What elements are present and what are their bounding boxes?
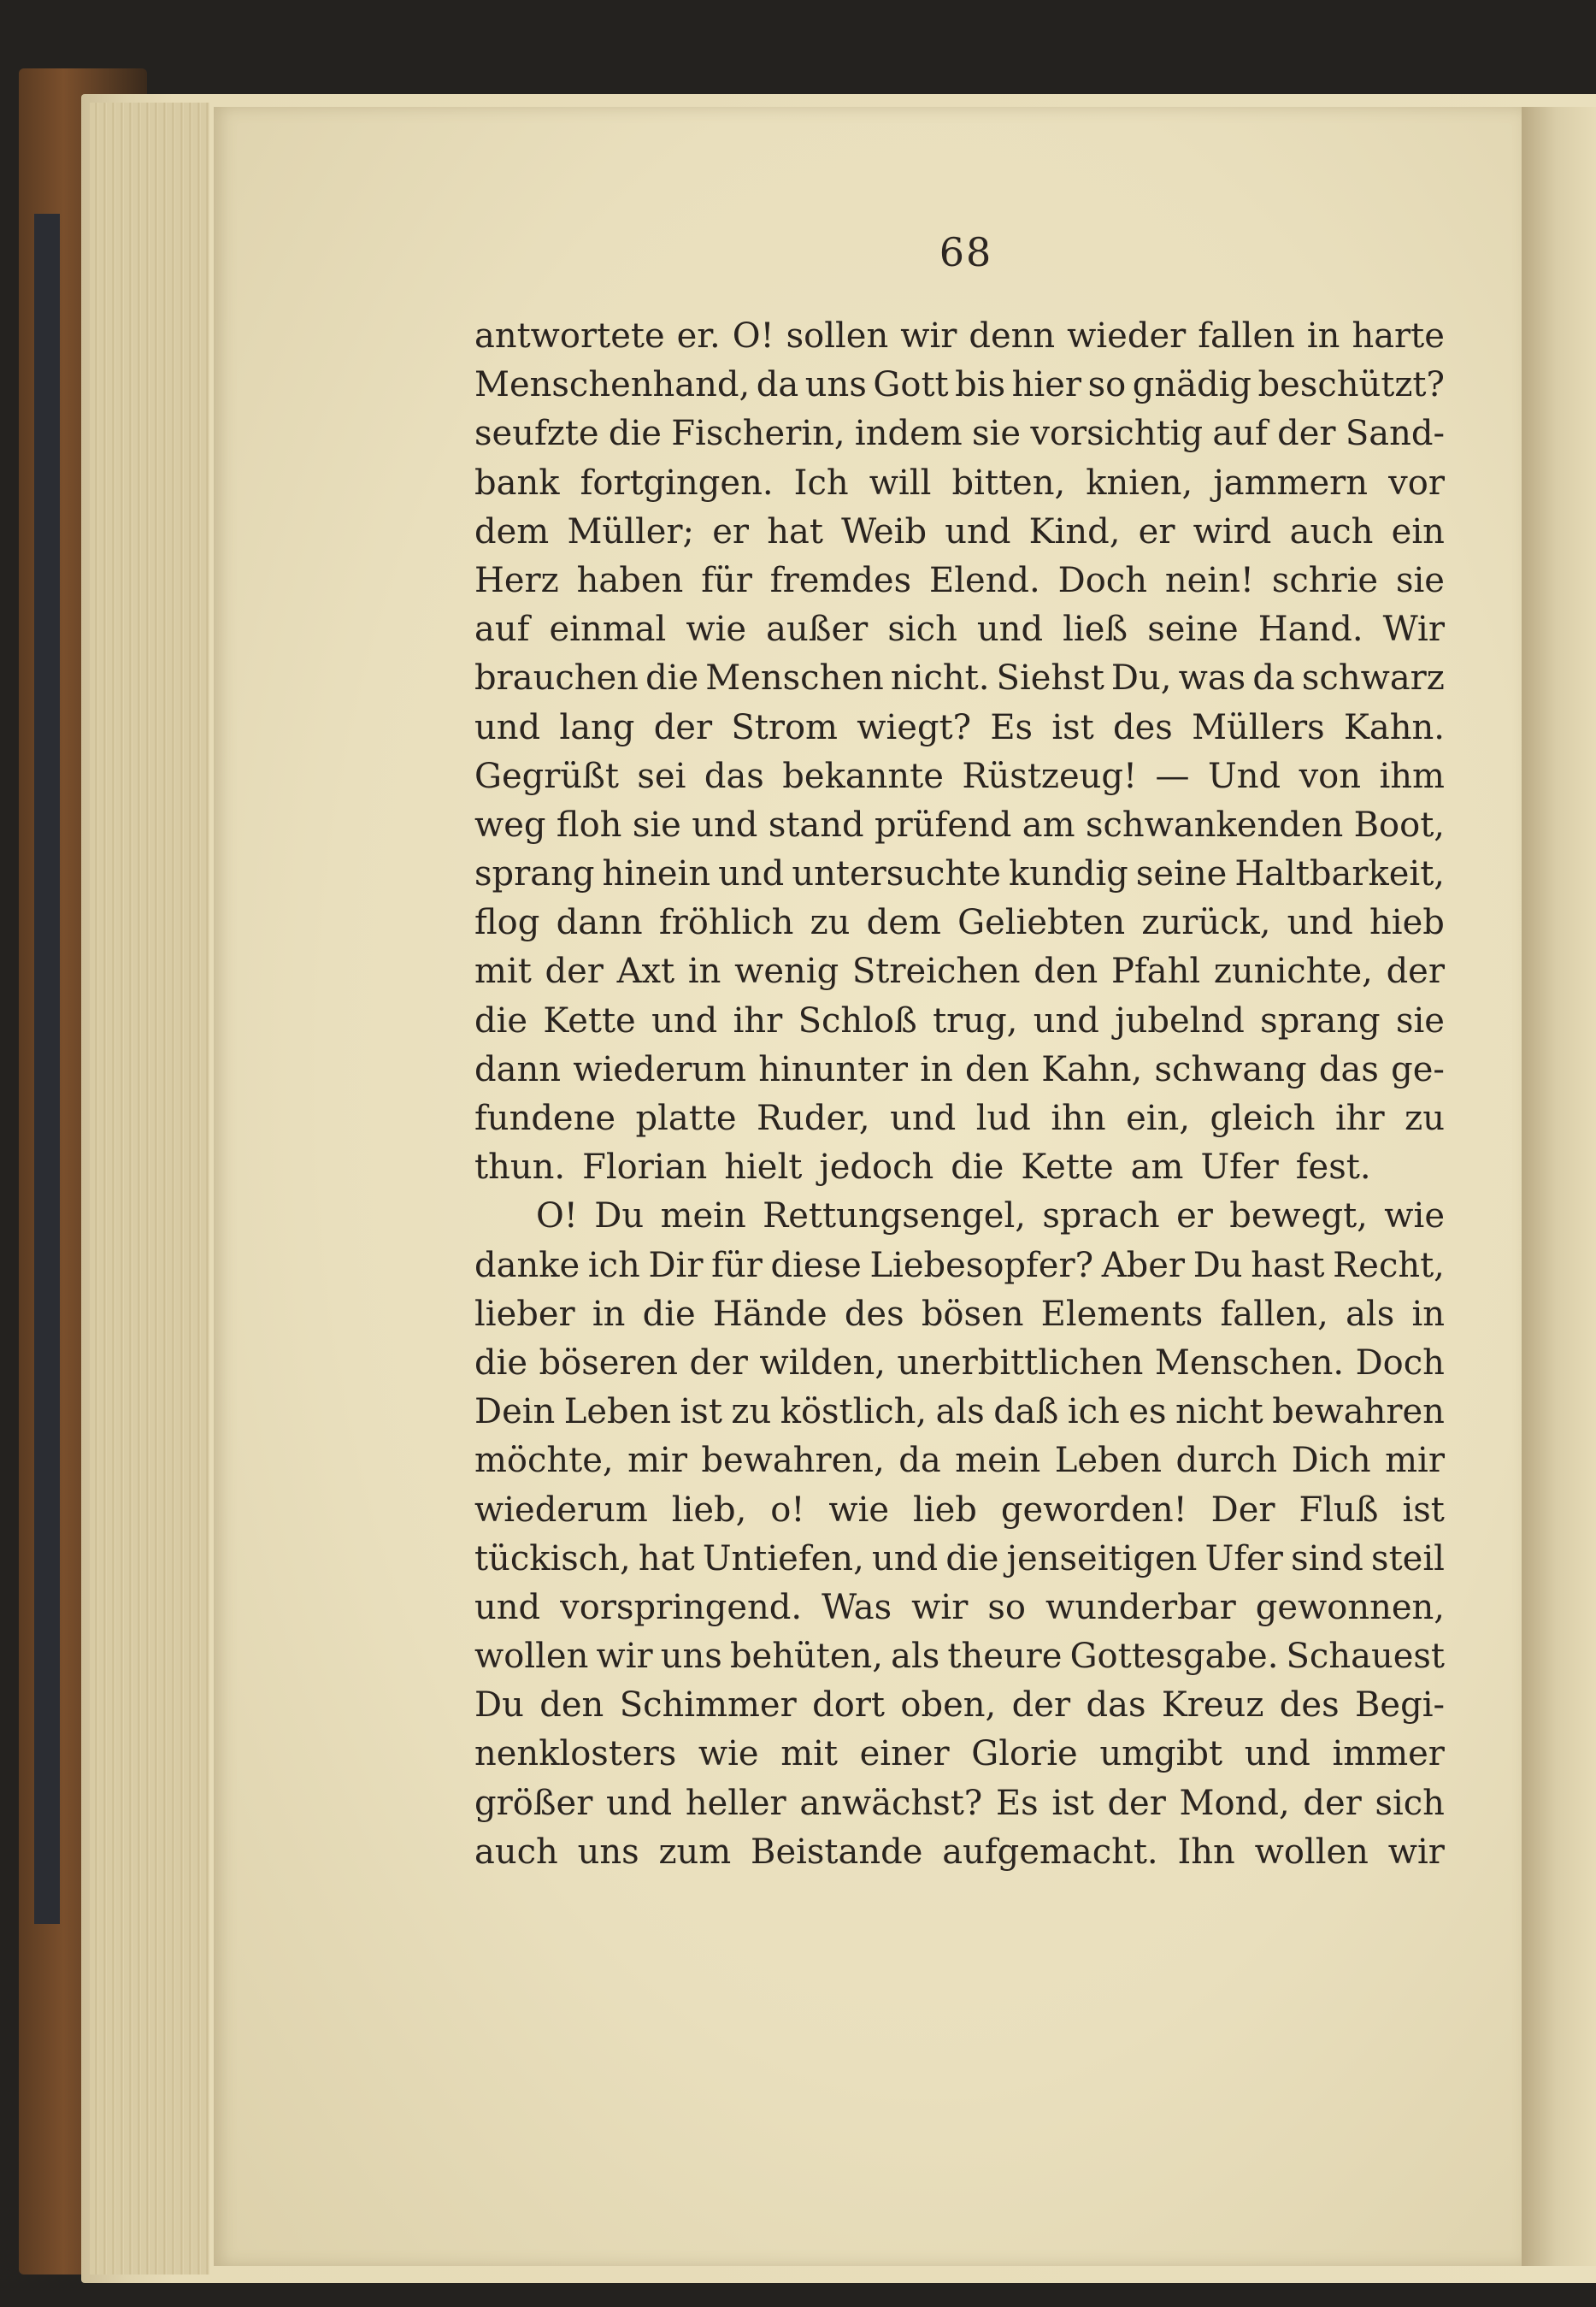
text-line: und vorspringend. Was wir so wunderbar gewonnen, — [474, 1587, 1445, 1627]
text-line: nenklosters wie mit einer Glorie umgibt und immer — [474, 1734, 1445, 1774]
text-line: fundene platte Ruder, und lud ihn ein, gleich ihr zu — [474, 1099, 1445, 1138]
text-line: möchte, mir bewahren, da mein Leben durch Dich mir — [474, 1441, 1445, 1481]
text-line: auf einmal wie außer sich und ließ seine Hand. Wir — [474, 610, 1445, 650]
text-line: wiederum lieb, o! wie lieb geworden! Der Fluß ist — [474, 1490, 1445, 1530]
text-line: seufzte die Fischerin, indem sie vorsichtig auf der Sand- — [474, 414, 1445, 454]
text-line: thun. Florian hielt jedoch die Kette am Ufer fest. — [474, 1148, 1371, 1188]
text-line: mit der Axt in wenig Streichen den Pfahl zunichte, der — [474, 952, 1445, 992]
paragraph-1 — [474, 312, 1445, 1192]
text-line: dem Müller; er hat Weib und Kind, er wird auch ein — [474, 511, 1445, 552]
text-line: antwortete er. O! sollen wir denn wieder fallen in harte — [474, 316, 1445, 356]
page-number: 68 — [939, 229, 993, 275]
text-line: tückisch, hat Untiefen, und die jenseitigen Ufer sind steil — [474, 1538, 1445, 1578]
page-body-text — [474, 312, 1445, 1877]
book-gutter — [1522, 107, 1596, 2266]
text-line: Gegrüßt sei das bekannte Rüstzeug! — Und von ihm — [474, 756, 1445, 796]
text-line: Dein Leben ist zu köstlich, als daß ich es nicht bewahren — [474, 1392, 1445, 1432]
text-line: brauchen die Menschen nicht. Siehst Du, was da schwarz — [474, 658, 1445, 699]
text-line: flog dann fröhlich zu dem Geliebten zurück, und hieb — [474, 903, 1445, 943]
text-line: Herz haben für fremdes Elend. Doch nein! schrie sie — [474, 560, 1445, 600]
text-line: dann wiederum hinunter in den Kahn, schwang das ge- — [474, 1049, 1445, 1089]
text-line: die Kette und ihr Schloß trug, und jubelnd sprang sie — [474, 1000, 1445, 1041]
text-line: Menschenhand, da uns Gott bis hier so gnädig beschützt? — [474, 365, 1445, 405]
text-line: weg floh sie und stand prüfend am schwankenden Boot, — [474, 805, 1445, 845]
text-line: lieber in die Hände des bösen Elements fallen, als in — [474, 1294, 1445, 1334]
text-line: O! Du mein Rettungsengel, sprach er bewegt, wie — [536, 1196, 1445, 1236]
text-line: Du den Schimmer dort oben, der das Kreuz des Begi- — [474, 1685, 1445, 1726]
text-line: größer und heller anwächst? Es ist der Mond, der sich — [474, 1783, 1445, 1823]
paragraph-2 — [474, 1192, 1445, 1877]
text-line: und lang der Strom wiegt? Es ist des Müllers Kahn. — [474, 707, 1445, 747]
page-edges — [90, 103, 209, 2275]
text-line: sprang hinein und untersuchte kundig seine Haltbarkeit, — [474, 854, 1445, 894]
text-line: auch uns zum Beistande aufgemacht. Ihn wollen wir — [474, 1832, 1445, 1872]
text-line: die böseren der wilden, unerbittlichen Menschen. Doch — [474, 1342, 1445, 1383]
book-spine-edge — [34, 214, 60, 1924]
text-line: wollen wir uns behüten, als theure Gottesgabe. Schauest — [474, 1637, 1445, 1677]
text-line: danke ich Dir für diese Liebesopfer? Aber Du hast Recht, — [474, 1245, 1445, 1285]
text-line: bank fortgingen. Ich will bitten, knien, jammern vor — [474, 463, 1445, 503]
